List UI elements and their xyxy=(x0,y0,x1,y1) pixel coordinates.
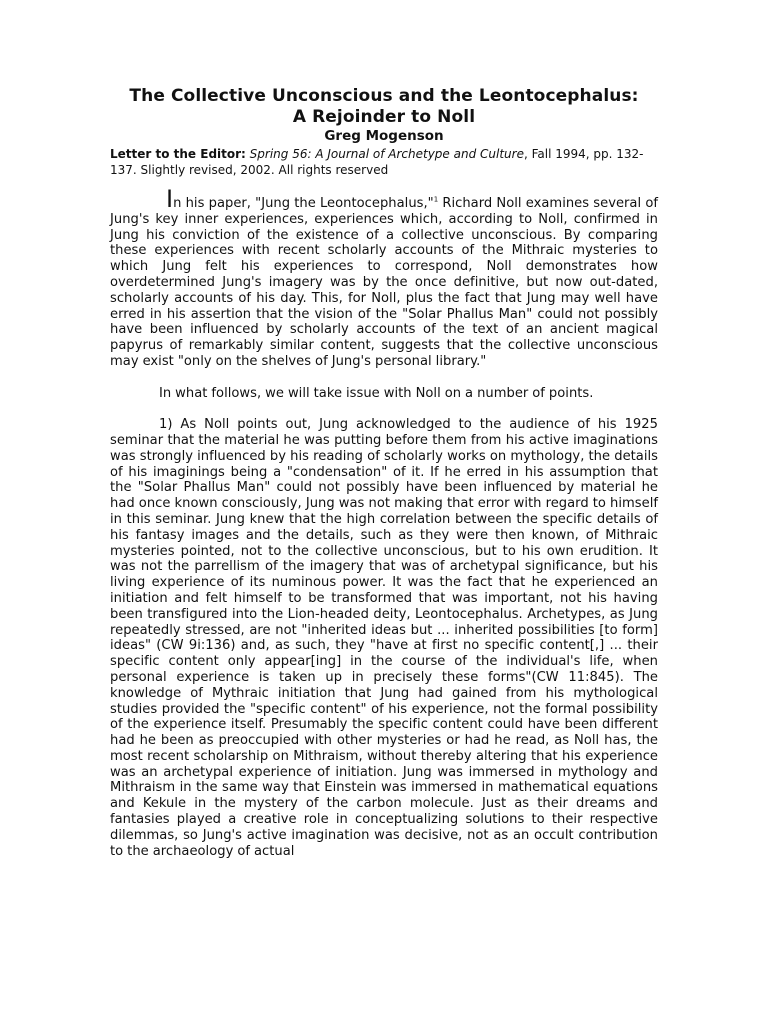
footnote-marker: 1 xyxy=(433,195,439,204)
article-title-line-1: The Collective Unconscious and the Leontocephalus: xyxy=(129,86,639,106)
paragraph-3: 1) As Noll points out, Jung acknowledged to the audience of his 1925 seminar that the material he was putting before them from his active imaginations was strongly influenced by his reading of scholarly works on mythology, the details of his imaginings being a "condensation" of it. If he erred in his assumption that the "Solar Phallus Man" could not possibly have been influenced by material he had once known consciously, Jung was not making that error with regard to himself in this seminar. Jung knew that the high correlation between the specific details of his fantasy images and the details, such as they were then known, of Mithraic mysteries pointed, not to the collective unconscious, but to his own erudition. It was not the parrellism of the imagery that was of archetypal significance, but his living experience of its numinous power. It was the fact that he experienced an initiation and felt himself to be transformed that was important, not his having been transfigured into the Lion-headed deity, Leontocephalus. Archetypes, as Jung repeatedly stressed, are not "inherited ideas but ... inherited possibilities [to form] ideas" (CW 9i:136) and, as such, they "have at first no specific content[,] ... their specific content only appear[ing] in the course of the individual's life, when personal experience is taken up in precisely these forms"(CW 11:845). The knowledge of Mythraic initiation that Jung had gained from his mythological studies provided the "specific content" of his experience, not the formal possibility of the experience itself. Presumably the specific content could have been different had he been as preoccupied with other mysteries or had he read, as Noll has, the most recent scholarship on Mithraism, without thereby altering that his experience was an archetypal experience of initiation. Jung was immersed in mythology and Mithraism in the same way that Einstein was immersed in mathematical equations and Kekule in the mystery of the carbon molecule. Just as their dreams and fantasies played a creative role in conceptualizing solutions to their respective dilemmas, so Jung's active imagination was decisive, not as an occult contribution to the archaeology of actual xyxy=(110,417,658,859)
article-title-line-2: A Rejoinder to Noll xyxy=(292,107,476,127)
drop-cap: I xyxy=(166,185,174,213)
article-body xyxy=(110,185,658,859)
article-citation xyxy=(110,146,658,178)
paragraph-2: In what follows, we will take issue with Noll on a number of points. xyxy=(159,385,594,401)
paragraph-1 xyxy=(110,185,658,370)
article-author: Greg Mogenson xyxy=(324,128,444,144)
document-page xyxy=(110,86,658,875)
article-title xyxy=(110,86,658,128)
citation-details: , Fall 1994, pp. 132-137. Slightly revised, 2002. All rights reserved xyxy=(110,147,644,177)
paragraph-1-text-a: n his paper, "Jung the Leontocephalus," xyxy=(173,196,434,211)
citation-journal: Spring 56: A Journal of Archetype and Culture xyxy=(249,147,524,161)
paragraph-1-text-b: Richard Noll examines several of Jung's key inner experiences, experiences which, according to Noll, confirmed in Jung his conviction of the existence of a collective unconscious. By comparing these experiences with recent scholarly accounts of the Mithraic mysteries to which Jung felt his experiences to correspond, Noll demonstrates how overdetermined Jung's imagery was by the once definitive, but now out-dated, scholarly accounts of his day. This, for Noll, plus the fact that Jung may well have erred in his assertion that the vision of the "Solar Phallus Man" could not possibly have been influenced by scholarly accounts of the text of an ancient magical papyrus of remarkably similar content, suggests that the collective unconscious may exist "only on the shelves of Jung's personal library." xyxy=(110,196,658,369)
citation-lead: Letter to the Editor: xyxy=(110,147,246,161)
